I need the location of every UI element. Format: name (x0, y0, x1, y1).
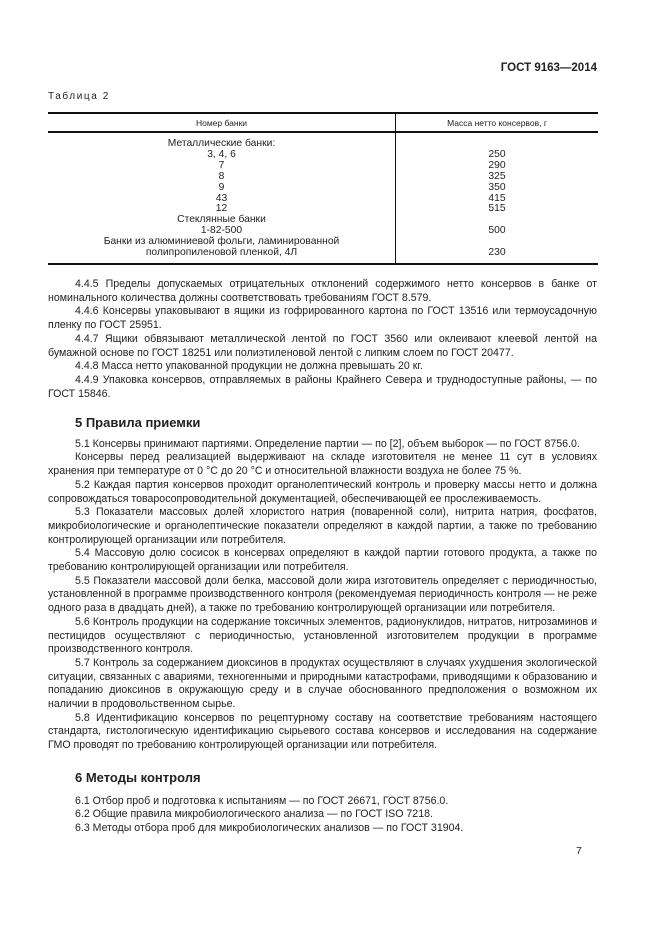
table-caption: Таблица 2 (48, 91, 110, 102)
table-row-can-number: полипропиленовой пленкой, 4Л (145, 247, 298, 259)
paragraph: 4.4.6 Консервы упаковывают в ящики из гофрированного картона по ГОСТ 13516 или термоусадочную пленку по ГОСТ 25951. (48, 305, 597, 332)
document-id-header: ГОСТ 9163—2014 (500, 62, 597, 74)
page-number: 7 (576, 845, 582, 857)
table-row-net-mass: 325 (488, 170, 506, 182)
table-row-net-mass: 415 (488, 192, 506, 204)
table-row-net-mass: 515 (488, 203, 506, 215)
paragraph: 6.1 Отбор проб и подготовка к испытаниям — по ГОСТ 26671, ГОСТ 8756.0. (75, 794, 449, 807)
paragraph: 5.3 Показатели массовых долей хлористого натрия (поваренной соли), нитрита натрия, фосфатов, микробиологические и органолептические показатели определяют в каждой партии, а также по требованию контролирующей организации или потребителя. (48, 506, 597, 546)
paragraph: Консервы перед реализацией выдерживают на складе изготовителя не менее 11 сут в условиях хранения при температуре от 0 °С до 20 °С и относительной влажности воздуха не более 75 %. (48, 451, 597, 478)
paragraph: 4.4.9 Упаковка консервов, отправляемых в районы Крайнего Севера и труднодоступные районы, — по ГОСТ 15846. (48, 373, 597, 400)
column-header-can-number: Номер банки (48, 113, 396, 132)
paragraph: 6.3 Методы отбора проб для микробиологических анализов — по ГОСТ 31904. (75, 822, 464, 835)
paragraph: 4.4.5 Пределы допускаемых отрицательных отклонений содержимого нетто консервов в банке от номинального количества должны соответствовать требованиям ГОСТ 8.579. (48, 278, 597, 304)
table-row-can-number: Банки из алюминиевой фольги, ламинированной (103, 236, 340, 248)
column-header-net-mass: Масса нетто консервов, г (396, 113, 599, 132)
table-row-can-number: 43 (215, 192, 228, 204)
can-mass-table (48, 112, 598, 265)
paragraph: 5.8 Идентификацию консервов по рецептурному составу на соответствие требованиям настоящего стандарта, гистологическую идентификацию сырьевого состава консервов и исследования на содержание ГМО проводят по требованию контролирующей организации или потребителя. (48, 711, 597, 752)
table-row-can-number: Металлические банки: (167, 138, 276, 149)
table-row-can-number: 7 (218, 159, 225, 171)
net-mass-cell (396, 132, 599, 264)
table-row-can-number: 8 (218, 170, 225, 182)
table-row-can-number: Стеклянные банки (177, 214, 266, 226)
paragraph: 4.4.7 Ящики обвязывают металлической лентой по ГОСТ 3560 или оклеивают клеевой лентой на бумажной основе по ГОСТ 18251 или полиэтиленовой лентой с липким слоем по ГОСТ 20477. (48, 332, 597, 359)
table-row-net-mass: 500 (488, 225, 506, 237)
table-row-net-mass: 230 (488, 247, 506, 259)
can-number-cell (48, 132, 396, 264)
table-row-net-mass: 350 (488, 181, 506, 193)
table-row-can-number: 12 (215, 203, 228, 215)
paragraph: 5.1 Консервы принимают партиями. Определение партии — по [2], объем выборок — по ГОСТ 8756.0. (75, 437, 580, 450)
table-row-net-mass: 290 (488, 159, 506, 171)
paragraph: 4.4.8 Масса нетто упакованной продукции не должна превышать 20 кг. (75, 360, 423, 373)
table-row-can-number: 9 (218, 181, 225, 193)
table-row-net-mass: 250 (488, 148, 506, 160)
section-heading: 5 Правила приемки (75, 415, 201, 430)
paragraph: 5.7 Контроль за содержанием диоксинов в продуктах осуществляют в случаях ухудшения экологической ситуации, связанных с авариями, техногенными и природными катастрофами, приводящими к образованию и попаданию диоксинов в окружающую среду и в случае обоснованного предположения о возможном их наличии в продовольственном сырье. (48, 656, 597, 711)
paragraph: 5.6 Контроль продукции на содержание токсичных элементов, радионуклидов, нитратов, нитрозаминов и пестицидов осуществляют с периодичностью, установленной изготовителем продукции в программе производственного контроля. (48, 615, 597, 656)
paragraph: 5.2 Каждая партия консервов проходит органолептический контроль и проверку массы нетто и должна сопровождаться товаросопроводительной документацией, обеспечивающей ее прослеживаемость. (48, 478, 597, 505)
paragraph: 6.2 Общие правила микробиологического анализа — по ГОСТ ISO 7218. (75, 808, 433, 821)
table-row-can-number: 3, 4, 6 (207, 148, 236, 160)
table-row-can-number: 1-82-500 (200, 225, 243, 237)
section-6 (48, 771, 597, 836)
section-heading: 6 Методы контроля (75, 770, 201, 785)
paragraph: 5.4 Массовую долю сосисок в консервах определяют в каждой партии готового продукта, а также по требованию контролирующей организации или потребителя. (48, 547, 597, 574)
paragraph: 5.5 Показатели массовой доли белка, массовой доли жира изготовитель определяет с периодичностью, установленной в программе производственного контроля (рекомендуемая периодичность контроля — не реже одного раза в двадцать дней), а также по требованию контролирующей организации или потребителя. (48, 574, 597, 615)
section-4-paragraphs (48, 278, 597, 401)
section-5 (48, 416, 597, 753)
